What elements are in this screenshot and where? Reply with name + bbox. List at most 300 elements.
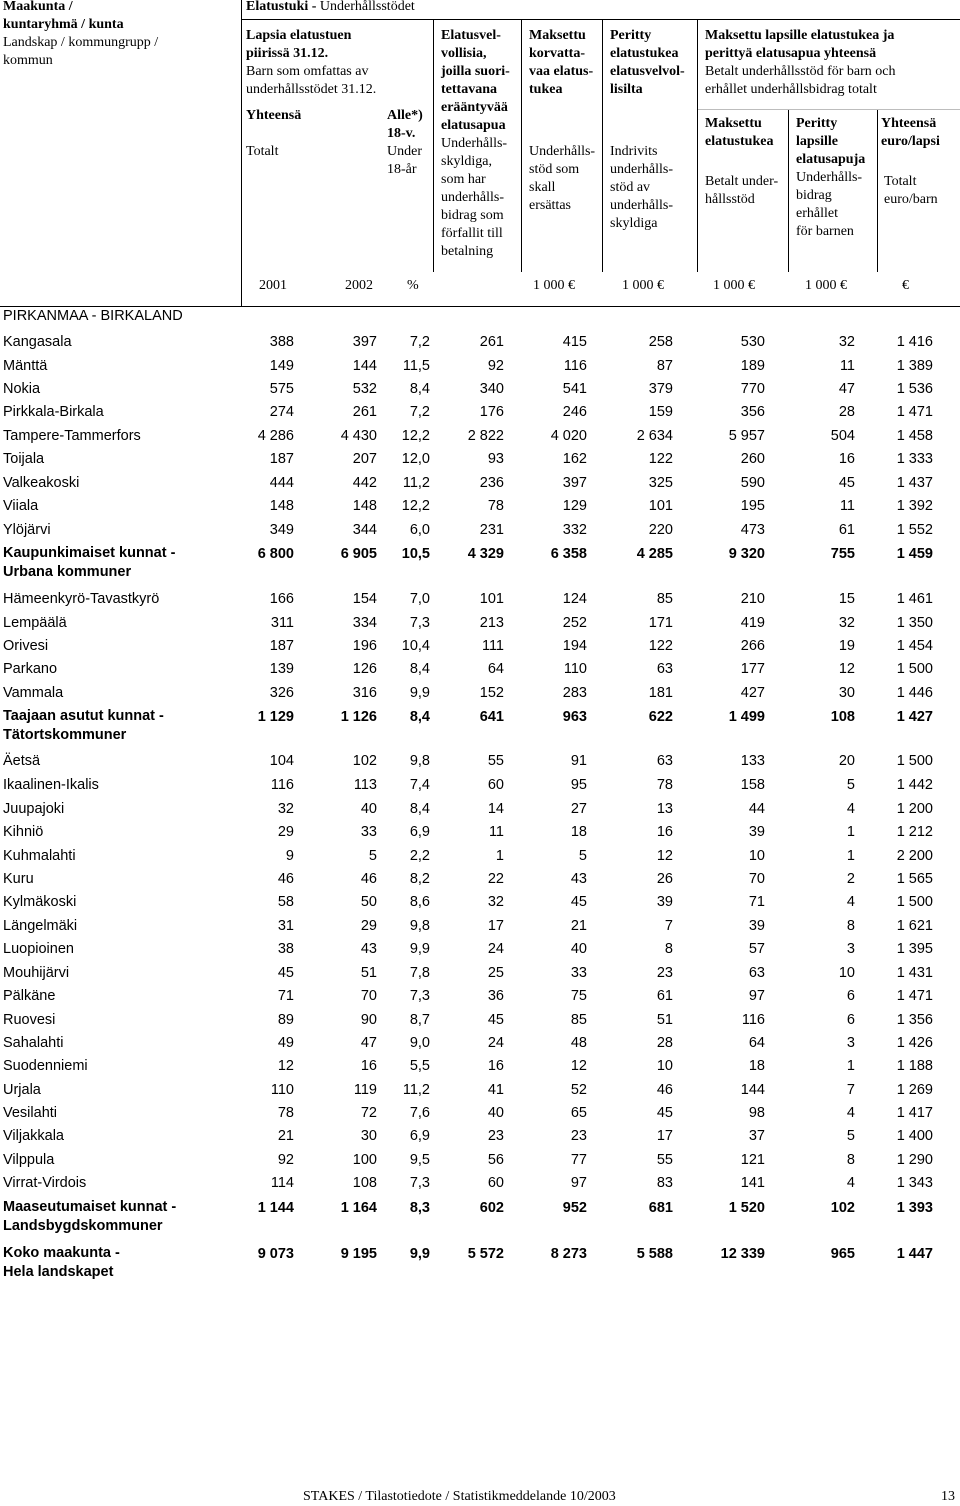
cell-col-2: 397 [352, 334, 377, 350]
paid-sv-3: skall [529, 180, 556, 195]
cell-col-5: 33 [570, 965, 587, 981]
cell-col-9: 1 356 [896, 1012, 933, 1028]
region-col-line-2: kuntaryhmä / kunta [3, 17, 124, 32]
row-label: Orivesi [3, 638, 49, 654]
cell-col-8: 32 [838, 615, 855, 631]
cell-col-5: 12 [570, 1058, 587, 1074]
row-label: Kylmäkoski [3, 894, 77, 910]
cell-col-6: 379 [648, 381, 673, 397]
cell-col-1: 187 [269, 638, 294, 654]
cell-col-9: 1 459 [896, 546, 933, 562]
cell-col-4: 60 [487, 777, 504, 793]
row-label: Lempäälä [3, 615, 67, 631]
g-paid-sv-1: Betalt under- [705, 174, 779, 189]
cell-col-5: 97 [570, 1175, 587, 1191]
cell-col-5: 18 [570, 824, 587, 840]
region-col-line-1: Maakunta / [3, 0, 73, 14]
row-label: Kuru [3, 871, 34, 887]
debtor-fi-5: erääntyvää [441, 100, 508, 115]
cell-col-1: 326 [269, 685, 294, 701]
cell-col-3: 7,4 [409, 777, 430, 793]
cell-col-9: 1 416 [896, 334, 933, 350]
region-name: PIRKANMAA - BIRKALAND [3, 308, 183, 324]
cell-col-7: 195 [740, 498, 765, 514]
cell-col-9: 1 471 [896, 988, 933, 1004]
cell-col-5: 40 [570, 941, 587, 957]
cell-col-4: 641 [479, 709, 504, 725]
cell-col-6: 87 [656, 358, 673, 374]
cell-col-9: 1 500 [896, 661, 933, 677]
paid-sv-4: ersättas [529, 198, 571, 213]
collected-sv-1: Indrivits [610, 144, 658, 159]
cell-col-3: 7,0 [409, 591, 430, 607]
cell-col-7: 97 [748, 988, 765, 1004]
group-total-header-sv [884, 173, 938, 209]
header-divider-6 [788, 110, 789, 272]
cell-col-3: 8,7 [409, 1012, 430, 1028]
cell-col-4: 602 [479, 1200, 504, 1216]
cell-col-2: 51 [360, 965, 377, 981]
g-total-fi-1: Yhteensä [881, 116, 937, 131]
cell-col-1: 444 [269, 475, 294, 491]
cell-col-8: 12 [838, 661, 855, 677]
header-rule-top [241, 19, 960, 20]
cell-col-1: 274 [269, 404, 294, 420]
cell-col-5: 21 [570, 918, 587, 934]
cell-col-3: 9,9 [409, 685, 430, 701]
cell-col-8: 8 [846, 1152, 855, 1168]
cell-col-6: 46 [656, 1082, 673, 1098]
cell-col-4: 11 [488, 824, 504, 840]
cell-col-4: 176 [479, 404, 504, 420]
cell-col-3: 7,6 [409, 1105, 430, 1121]
debtor-sv-3: som har [441, 172, 486, 187]
g-coll-sv-3: erhållet [796, 206, 838, 221]
cell-col-6: 171 [648, 615, 673, 631]
region-col-line-4: kommun [3, 53, 53, 68]
cell-col-7: 9 320 [728, 546, 765, 562]
row-label: Virrat-Virdois [3, 1175, 87, 1191]
cell-col-1: 89 [277, 1012, 294, 1028]
cell-col-1: 49 [277, 1035, 294, 1051]
cell-col-8: 30 [838, 685, 855, 701]
cell-col-3: 5,5 [409, 1058, 430, 1074]
header-rule-bottom [0, 306, 960, 307]
cell-col-4: 1 [495, 848, 504, 864]
group-paid-header [705, 115, 773, 151]
row-label-sv: Urbana kommuner [3, 564, 132, 580]
cell-col-7: 260 [740, 451, 765, 467]
cell-col-3: 9,0 [409, 1035, 430, 1051]
cell-col-7: 1 520 [728, 1200, 765, 1216]
cell-col-4: 24 [487, 1035, 504, 1051]
cell-col-9: 1 447 [896, 1246, 933, 1262]
cell-col-7: 141 [740, 1175, 765, 1191]
cell-col-1: 58 [277, 894, 294, 910]
g-paid-fi-1: Maksettu [705, 116, 762, 131]
g-coll-fi-3: elatusapuja [796, 152, 866, 167]
cell-col-7: 5 957 [728, 428, 765, 444]
cell-col-1: 29 [277, 824, 294, 840]
g-coll-fi-2: lapsille [796, 134, 839, 149]
cell-col-4: 16 [487, 1058, 504, 1074]
cell-col-9: 1 350 [896, 615, 933, 631]
row-label: Vesilahti [3, 1105, 58, 1121]
cell-col-6: 159 [648, 404, 673, 420]
cell-col-9: 1 343 [896, 1175, 933, 1191]
cell-col-8: 5 [846, 777, 855, 793]
row-label: Taajaan asutut kunnat - [3, 708, 164, 724]
cell-col-2: 40 [360, 801, 377, 817]
cell-col-5: 194 [562, 638, 587, 654]
region-col-line-3: Landskap / kommungrupp / [3, 35, 159, 50]
cell-col-4: 93 [487, 451, 504, 467]
cell-col-3: 10,4 [401, 638, 430, 654]
row-label: Toijala [3, 451, 45, 467]
children-sv-2: underhållsstödet 31.12. [246, 82, 377, 97]
row-label: Koko maakunta - [3, 1245, 120, 1261]
g-coll-sv-4: för barnen [796, 224, 854, 239]
cell-col-8: 6 [846, 1012, 855, 1028]
cell-col-4: 92 [487, 358, 504, 374]
cell-col-6: 220 [648, 522, 673, 538]
cell-col-4: 236 [479, 475, 504, 491]
cell-col-3: 12,2 [401, 428, 430, 444]
cell-col-7: 158 [740, 777, 765, 793]
cell-col-2: 33 [360, 824, 377, 840]
cell-col-1: 12 [277, 1058, 294, 1074]
unit-g-collected: 1 000 € [805, 278, 847, 293]
row-label: Kuhmalahti [3, 848, 76, 864]
cell-col-8: 1 [846, 848, 855, 864]
cell-col-9: 1 427 [896, 709, 933, 725]
cell-col-9: 1 188 [896, 1058, 933, 1074]
cell-col-6: 5 588 [636, 1246, 673, 1262]
collected-sv-4: underhålls- [610, 198, 673, 213]
cell-col-9: 1 458 [896, 428, 933, 444]
cell-col-7: 133 [740, 753, 765, 769]
cell-col-2: 50 [360, 894, 377, 910]
row-label: Nokia [3, 381, 41, 397]
cell-col-3: 8,6 [409, 894, 430, 910]
cell-col-5: 52 [570, 1082, 587, 1098]
cell-col-3: 12,0 [401, 451, 430, 467]
total-sv: Totalt [246, 144, 279, 159]
cell-col-4: 101 [479, 591, 504, 607]
group-fi-1: Maksettu lapsille elatustukea ja [705, 28, 895, 43]
row-label: Tampere-Tammerfors [3, 428, 141, 444]
cell-col-6: 83 [656, 1175, 673, 1191]
cell-col-7: 770 [740, 381, 765, 397]
cell-col-1: 1 144 [257, 1200, 294, 1216]
row-label: Kangasala [3, 334, 72, 350]
row-label: Hämeenkyrö-Tavastkyrö [3, 591, 160, 607]
cell-col-1: 114 [270, 1175, 294, 1191]
cell-col-9: 1 400 [896, 1128, 933, 1144]
row-label: Vilppula [3, 1152, 55, 1168]
cell-col-5: 283 [562, 685, 587, 701]
cell-col-8: 15 [838, 591, 855, 607]
cell-col-7: 427 [740, 685, 765, 701]
cell-col-4: 340 [479, 381, 504, 397]
cell-col-4: 14 [487, 801, 504, 817]
cell-col-7: 590 [740, 475, 765, 491]
cell-col-2: 113 [353, 777, 377, 793]
children-fi-2: piirissä 31.12. [246, 46, 329, 61]
cell-col-8: 47 [838, 381, 855, 397]
cell-col-7: 419 [740, 615, 765, 631]
cell-col-4: 24 [487, 941, 504, 957]
cell-col-8: 11 [839, 358, 855, 374]
cell-col-3: 10,5 [401, 546, 430, 562]
cell-col-4: 40 [487, 1105, 504, 1121]
children-header [246, 27, 376, 99]
group-fi-2: perittyä elatusapua yhteensä [705, 46, 877, 61]
cell-col-3: 6,0 [409, 522, 430, 538]
cell-col-9: 1 565 [896, 871, 933, 887]
cell-col-5: 541 [562, 381, 587, 397]
cell-col-8: 102 [830, 1200, 855, 1216]
cell-col-2: 90 [360, 1012, 377, 1028]
cell-col-9: 1 290 [896, 1152, 933, 1168]
paid-fi-2: korvatta- [529, 46, 585, 61]
paid-sv-1: Underhålls- [529, 144, 596, 159]
cell-col-6: 122 [648, 451, 673, 467]
cell-col-9: 1 200 [896, 801, 933, 817]
cell-col-4: 56 [487, 1152, 504, 1168]
cell-col-1: 4 286 [257, 428, 294, 444]
cell-col-2: 6 905 [340, 546, 377, 562]
cell-col-6: 13 [656, 801, 673, 817]
cell-col-9: 1 393 [896, 1200, 933, 1216]
cell-col-8: 20 [838, 753, 855, 769]
row-label-sv: Hela landskapet [3, 1264, 114, 1280]
cell-col-7: 39 [748, 918, 765, 934]
cell-col-2: 108 [352, 1175, 377, 1191]
cell-col-9: 1 389 [896, 358, 933, 374]
cell-col-9: 1 417 [896, 1105, 933, 1121]
cell-col-8: 7 [846, 1082, 855, 1098]
row-label: Pälkäne [3, 988, 56, 1004]
cell-col-5: 110 [563, 661, 587, 677]
debtor-fi-4: tettavana [441, 82, 497, 97]
cell-col-4: 22 [487, 871, 504, 887]
cell-col-2: 47 [360, 1035, 377, 1051]
cell-col-7: 70 [748, 871, 765, 887]
cell-col-1: 9 [285, 848, 294, 864]
cell-col-2: 102 [352, 753, 377, 769]
row-label: Mänttä [3, 358, 48, 374]
under18-sv-2: 18-år [387, 162, 417, 177]
collected-sv-3: stöd av [610, 180, 651, 195]
cell-col-5: 91 [570, 753, 587, 769]
cell-col-1: 1 129 [257, 709, 294, 725]
cell-col-9: 1 446 [896, 685, 933, 701]
cell-col-6: 26 [656, 871, 673, 887]
cell-col-7: 530 [740, 334, 765, 350]
cell-col-4: 261 [479, 334, 504, 350]
paid-fi-3: vaa elatus- [529, 64, 594, 79]
cell-col-2: 4 430 [340, 428, 377, 444]
cell-col-2: 154 [352, 591, 377, 607]
cell-col-4: 231 [479, 522, 504, 538]
cell-col-6: 85 [656, 591, 673, 607]
cell-col-5: 116 [563, 358, 587, 374]
cell-col-6: 681 [648, 1200, 673, 1216]
collected-fi-3: elatusvelvol- [610, 64, 685, 79]
cell-col-5: 75 [570, 988, 587, 1004]
debtor-fi-1: Elatusvel- [441, 28, 501, 43]
cell-col-4: 5 572 [467, 1246, 504, 1262]
cell-col-7: 71 [748, 894, 765, 910]
cell-col-6: 23 [656, 965, 673, 981]
paid-header [529, 27, 593, 99]
cell-col-9: 1 552 [896, 522, 933, 538]
under18-header [387, 107, 423, 179]
cell-col-3: 8,2 [409, 871, 430, 887]
cell-col-4: 2 822 [467, 428, 504, 444]
cell-col-6: 45 [656, 1105, 673, 1121]
cell-col-5: 129 [562, 498, 587, 514]
cell-col-5: 952 [562, 1200, 587, 1216]
cell-col-6: 55 [656, 1152, 673, 1168]
region-column-header [3, 0, 158, 70]
collected-fi-2: elatustukea [610, 46, 679, 61]
cell-col-2: 334 [352, 615, 377, 631]
cell-col-8: 16 [838, 451, 855, 467]
row-label: Suodenniemi [3, 1058, 88, 1074]
cell-col-6: 39 [656, 894, 673, 910]
cell-col-1: 45 [277, 965, 294, 981]
title-sv: Underhållsstödet [319, 0, 415, 14]
cell-col-8: 32 [838, 334, 855, 350]
cell-col-5: 397 [562, 475, 587, 491]
row-label: Ylöjärvi [3, 522, 51, 538]
cell-col-8: 11 [839, 498, 855, 514]
cell-col-8: 1 [846, 1058, 855, 1074]
cell-col-9: 1 269 [896, 1082, 933, 1098]
cell-col-3: 7,8 [409, 965, 430, 981]
cell-col-3: 7,3 [409, 1175, 430, 1191]
debtor-sv-6: förfallit till [441, 226, 503, 241]
cell-col-8: 4 [846, 1175, 855, 1191]
row-label: Äetsä [3, 753, 41, 769]
cell-col-3: 8,4 [409, 801, 430, 817]
cell-col-7: 18 [748, 1058, 765, 1074]
cell-col-1: 148 [269, 498, 294, 514]
cell-col-4: 55 [487, 753, 504, 769]
header-divider-2 [433, 20, 434, 272]
cell-col-1: 187 [269, 451, 294, 467]
cell-col-9: 1 212 [896, 824, 933, 840]
under18-sv-1: Under [387, 144, 422, 159]
cell-col-6: 325 [648, 475, 673, 491]
page-number: 13 [941, 1489, 955, 1504]
cell-col-1: 575 [269, 381, 294, 397]
paid-fi-1: Maksettu [529, 28, 586, 43]
cell-col-6: 4 285 [636, 546, 673, 562]
debtor-fi-2: vollisia, [441, 46, 487, 61]
cell-col-6: 622 [648, 709, 673, 725]
cell-col-7: 266 [740, 638, 765, 654]
cell-col-8: 3 [846, 941, 855, 957]
collected-header-sv [610, 143, 673, 233]
cell-col-5: 162 [562, 451, 587, 467]
cell-col-8: 10 [838, 965, 855, 981]
cell-col-3: 8,4 [409, 381, 430, 397]
footer-source: STAKES / Tilastotiedote / Statistikmeddelande 10/2003 [303, 1489, 616, 1504]
header-divider-5 [697, 20, 698, 272]
cell-col-5: 4 020 [550, 428, 587, 444]
cell-col-5: 246 [562, 404, 587, 420]
cell-col-9: 1 392 [896, 498, 933, 514]
cell-col-5: 27 [570, 801, 587, 817]
debtor-sv-5: bidrag som [441, 208, 504, 223]
collected-fi-1: Peritty [610, 28, 652, 43]
row-label-sv: Landsbygdskommuner [3, 1218, 163, 1234]
cell-col-6: 17 [656, 1128, 673, 1144]
total-fi: Yhteensä [246, 108, 302, 123]
cell-col-3: 11,2 [402, 1082, 430, 1098]
cell-col-8: 108 [830, 709, 855, 725]
cell-col-3: 6,9 [409, 1128, 430, 1144]
cell-col-5: 963 [562, 709, 587, 725]
cell-col-5: 43 [570, 871, 587, 887]
cell-col-5: 45 [570, 894, 587, 910]
cell-col-6: 12 [656, 848, 673, 864]
g-paid-sv-2: hållsstöd [705, 192, 755, 207]
cell-col-9: 1 461 [896, 591, 933, 607]
unit-g-paid: 1 000 € [713, 278, 755, 293]
cell-col-5: 332 [562, 522, 587, 538]
cell-col-2: 442 [352, 475, 377, 491]
cell-col-1: 110 [270, 1082, 294, 1098]
cell-col-2: 70 [360, 988, 377, 1004]
cell-col-4: 36 [487, 988, 504, 1004]
paid-fi-4: tukea [529, 82, 563, 97]
cell-col-7: 10 [748, 848, 765, 864]
cell-col-5: 252 [562, 615, 587, 631]
cell-col-8: 5 [846, 1128, 855, 1144]
header-divider-4 [602, 20, 603, 272]
cell-col-2: 9 195 [340, 1246, 377, 1262]
cell-col-3: 11,5 [402, 358, 430, 374]
cell-col-4: 25 [487, 965, 504, 981]
cell-col-4: 111 [481, 638, 504, 654]
cell-col-3: 9,9 [409, 1246, 430, 1262]
cell-col-8: 2 [846, 871, 855, 887]
debtor-sv-4: underhålls- [441, 190, 504, 205]
cell-col-7: 356 [740, 404, 765, 420]
row-label: Parkano [3, 661, 58, 677]
cell-col-3: 2,2 [409, 848, 430, 864]
cell-col-2: 316 [352, 685, 377, 701]
cell-col-8: 965 [830, 1246, 855, 1262]
cell-col-3: 7,2 [409, 404, 430, 420]
paid-header-sv [529, 143, 595, 215]
cell-col-7: 57 [748, 941, 765, 957]
cell-col-3: 7,2 [409, 334, 430, 350]
g-coll-sv-2: bidrag [796, 188, 832, 203]
cell-col-9: 1 500 [896, 753, 933, 769]
cell-col-6: 51 [656, 1012, 673, 1028]
cell-col-7: 37 [748, 1128, 765, 1144]
cell-col-2: 5 [368, 848, 377, 864]
cell-col-1: 38 [277, 941, 294, 957]
cell-col-6: 28 [656, 1035, 673, 1051]
cell-col-7: 473 [740, 522, 765, 538]
cell-col-6: 122 [648, 638, 673, 654]
